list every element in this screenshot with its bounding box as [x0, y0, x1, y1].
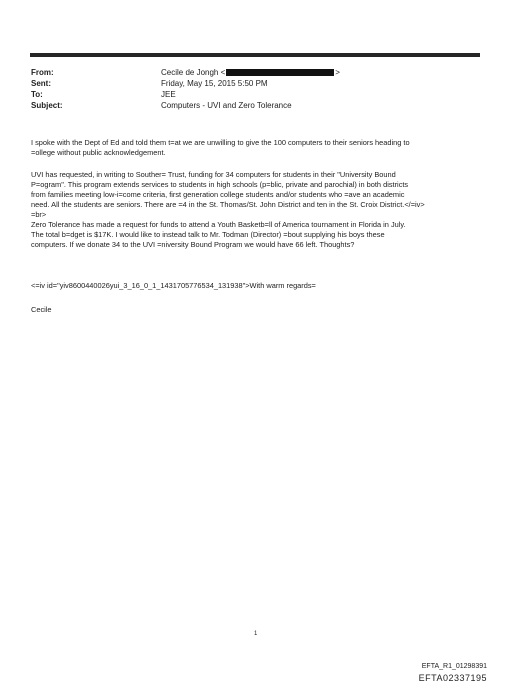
- subject-value: Computers - UVI and Zero Tolerance: [161, 101, 292, 110]
- body-line: computers. If we donate 34 to the UVI =niversity Bound Program we would have 66 left. Thoughts?: [31, 240, 355, 249]
- body-line: need. All the students are seniors. There are =4 in the St. Thomas/St. John District and ten in the St. Croix District.</=iv>: [31, 200, 425, 209]
- body-line: Zero Tolerance has made a request for funds to attend a Youth Basketb=ll of America tournament in Florida in July.: [31, 220, 406, 229]
- body-line: The total b=dget is $17K. I would like to instead talk to Mr. Todman (Director) =bout supplying his boys these: [31, 230, 385, 239]
- header-rule: [30, 53, 480, 57]
- signature: [31, 305, 483, 315]
- body-line: from families meeting low-i=come criteria, first generation college students and/or students who =ave an academic: [31, 190, 405, 199]
- to-label: To:: [31, 90, 43, 99]
- from-name: Cecile de Jongh <: [161, 68, 226, 77]
- body-line: <=iv id="yiv8600440026yui_3_16_0_1_1431705776534_131938">With warm regards=: [31, 281, 316, 290]
- subject-label: Subject:: [31, 101, 63, 110]
- paragraph-1: [31, 138, 483, 158]
- footer-id-2: EFTA02337195: [418, 673, 487, 683]
- signature-name: Cecile: [31, 305, 52, 314]
- paragraph-3: [31, 281, 483, 291]
- from-value: [161, 68, 340, 78]
- page-number: 1: [254, 631, 258, 637]
- body-line: =ollege without public acknowledgement.: [31, 148, 166, 157]
- footer-id-1: EFTA_R1_01298391: [421, 663, 487, 670]
- body-line: I spoke with the Dept of Ed and told them t=at we are unwilling to give the 100 computers to their seniors heading to: [31, 138, 410, 147]
- body-line: P=ogram". This program extends services to students in high schools (p=blic, private and parochial) in both districts: [31, 180, 409, 189]
- to-value: JEE: [161, 90, 176, 99]
- sent-label: Sent:: [31, 79, 51, 88]
- from-label: From:: [31, 68, 54, 77]
- paragraph-2: [31, 170, 483, 250]
- sent-value: Friday, May 15, 2015 5:50 PM: [161, 79, 268, 88]
- body-line: UVI has requested, in writing to Souther= Trust, funding for 34 computers for students in their "University Bound: [31, 170, 396, 179]
- from-end: >: [335, 68, 340, 77]
- redaction-bar: [226, 69, 334, 76]
- body-line: =br>: [31, 210, 47, 219]
